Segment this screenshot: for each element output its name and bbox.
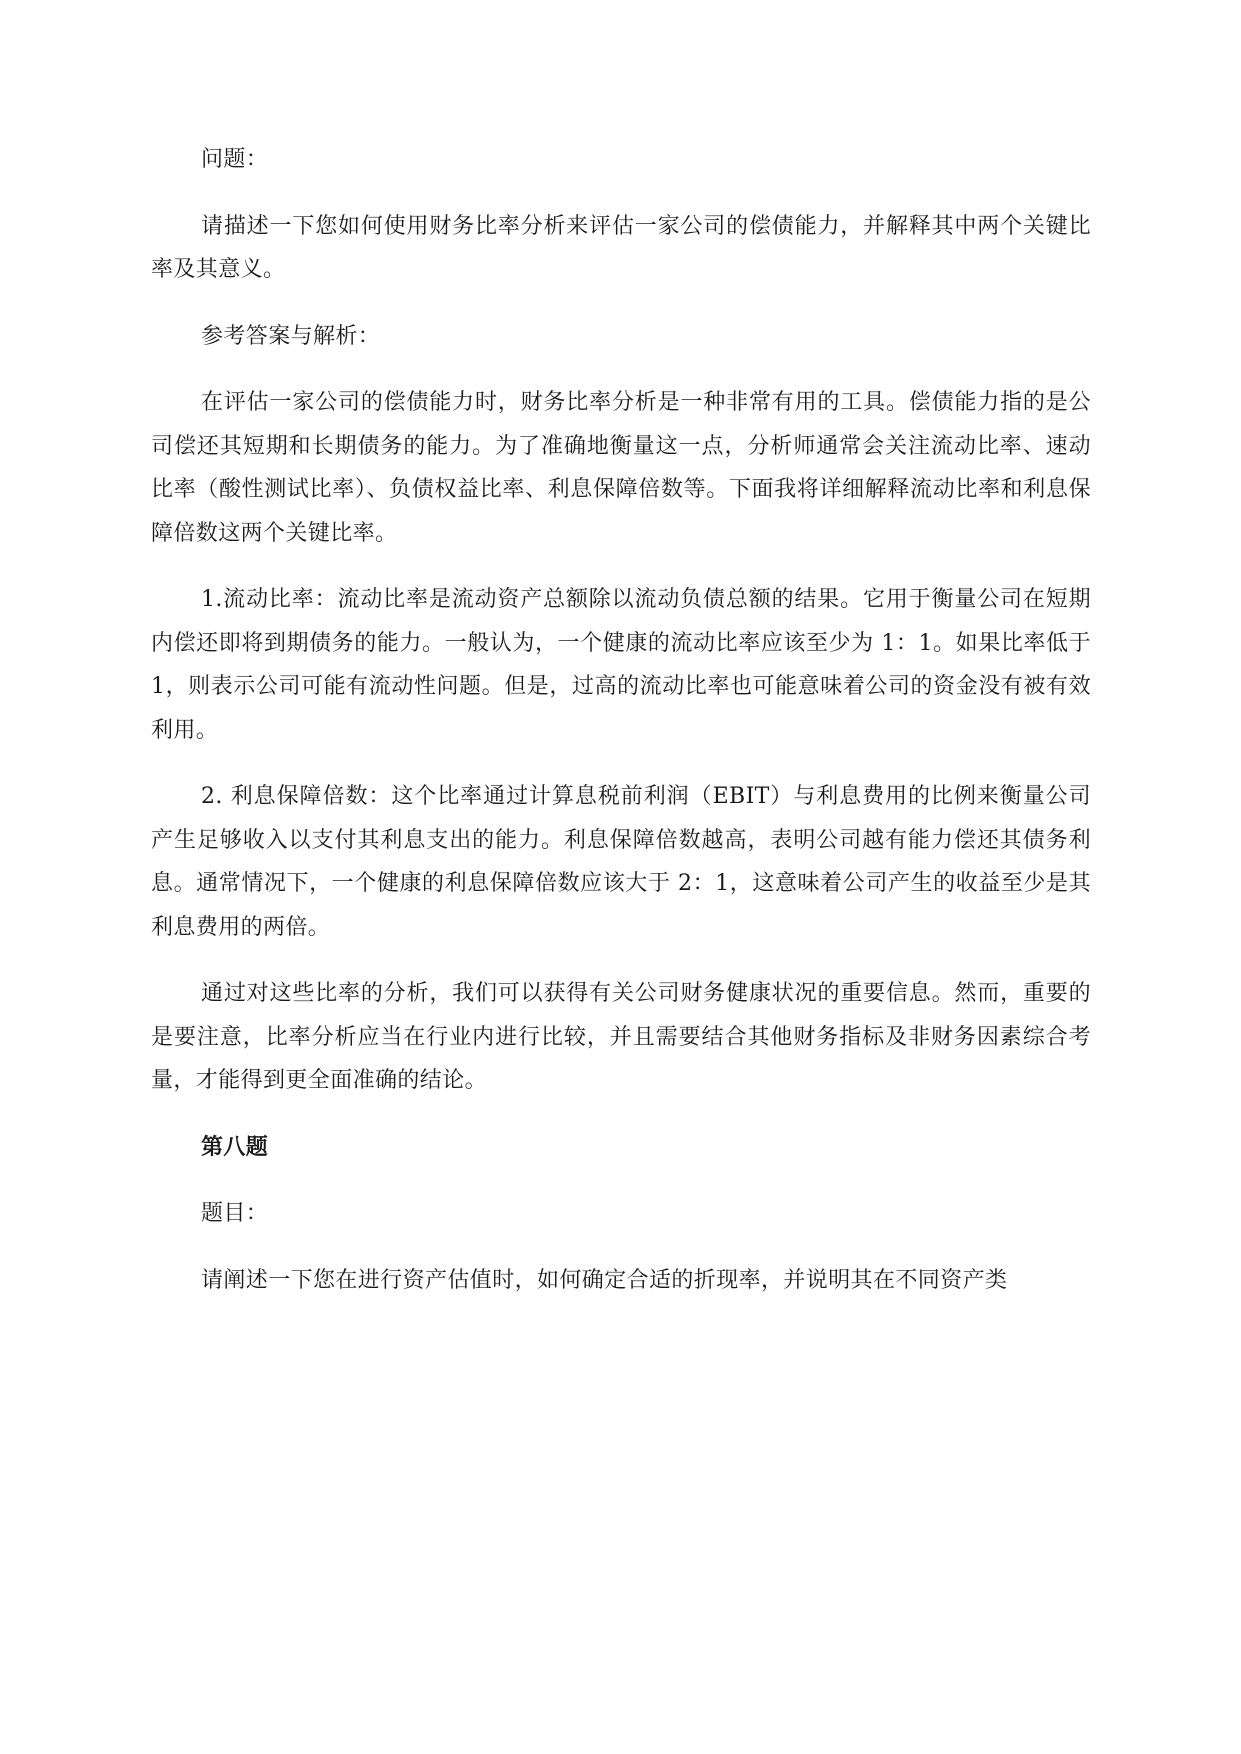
current-ratio-paragraph: 1.流动比率：流动比率是流动资产总额除以流动负债总额的结果。它用于衡量公司在短期内偿还即将到期债务的能力。一般认为，一个健康的流动比率应该至少为 1：1。如果比率低于 1，则表示公司可能有流动性问题。但是，过高的流动比率也可能意味着公司的资金没有被有效利用。 [151,587,1091,743]
question-label: 问题： [201,147,269,172]
question-text: 请描述一下您如何使用财务比率分析来评估一家公司的偿债能力，并解释其中两个关键比率及其意义。 [151,213,1091,282]
topic-label: 题目： [201,1201,269,1226]
section-heading: 第八题 [201,1134,269,1160]
document-body [151,138,1091,1325]
conclusion-paragraph: 通过对这些比率的分析，我们可以获得有关公司财务健康状况的重要信息。然而，重要的是要注意，比率分析应当在行业内进行比较，并且需要结合其他财务指标及非财务因素综合考量，才能得到更全面准确的结论。 [151,981,1091,1093]
interest-coverage-paragraph: 2. 利息保障倍数：这个比率通过计算息税前利润（EBIT）与利息费用的比例来衡量公司产生足够收入以支付其利息支出的能力。利息保障倍数越高，表明公司越有能力偿还其债务利息。通常情况下，一个健康的利息保障倍数应该大于 2：1，这意味着公司产生的收益至少是其利息费用的两倍。 [151,784,1091,940]
answer-label: 参考答案与解析： [201,323,381,349]
topic-text: 请阐述一下您在进行资产估值时，如何确定合适的折现率，并说明其在不同资产类 [201,1267,1008,1293]
answer-intro-paragraph: 在评估一家公司的偿债能力时，财务比率分析是一种非常有用的工具。偿债能力指的是公司偿还其短期和长期债务的能力。为了准确地衡量这一点，分析师通常会关注流动比率、速动比率（酸性测试比率）、负债权益比率、利息保障倍数等。下面我将详细解释流动比率和利息保障倍数这两个关键比率。 [151,390,1091,546]
